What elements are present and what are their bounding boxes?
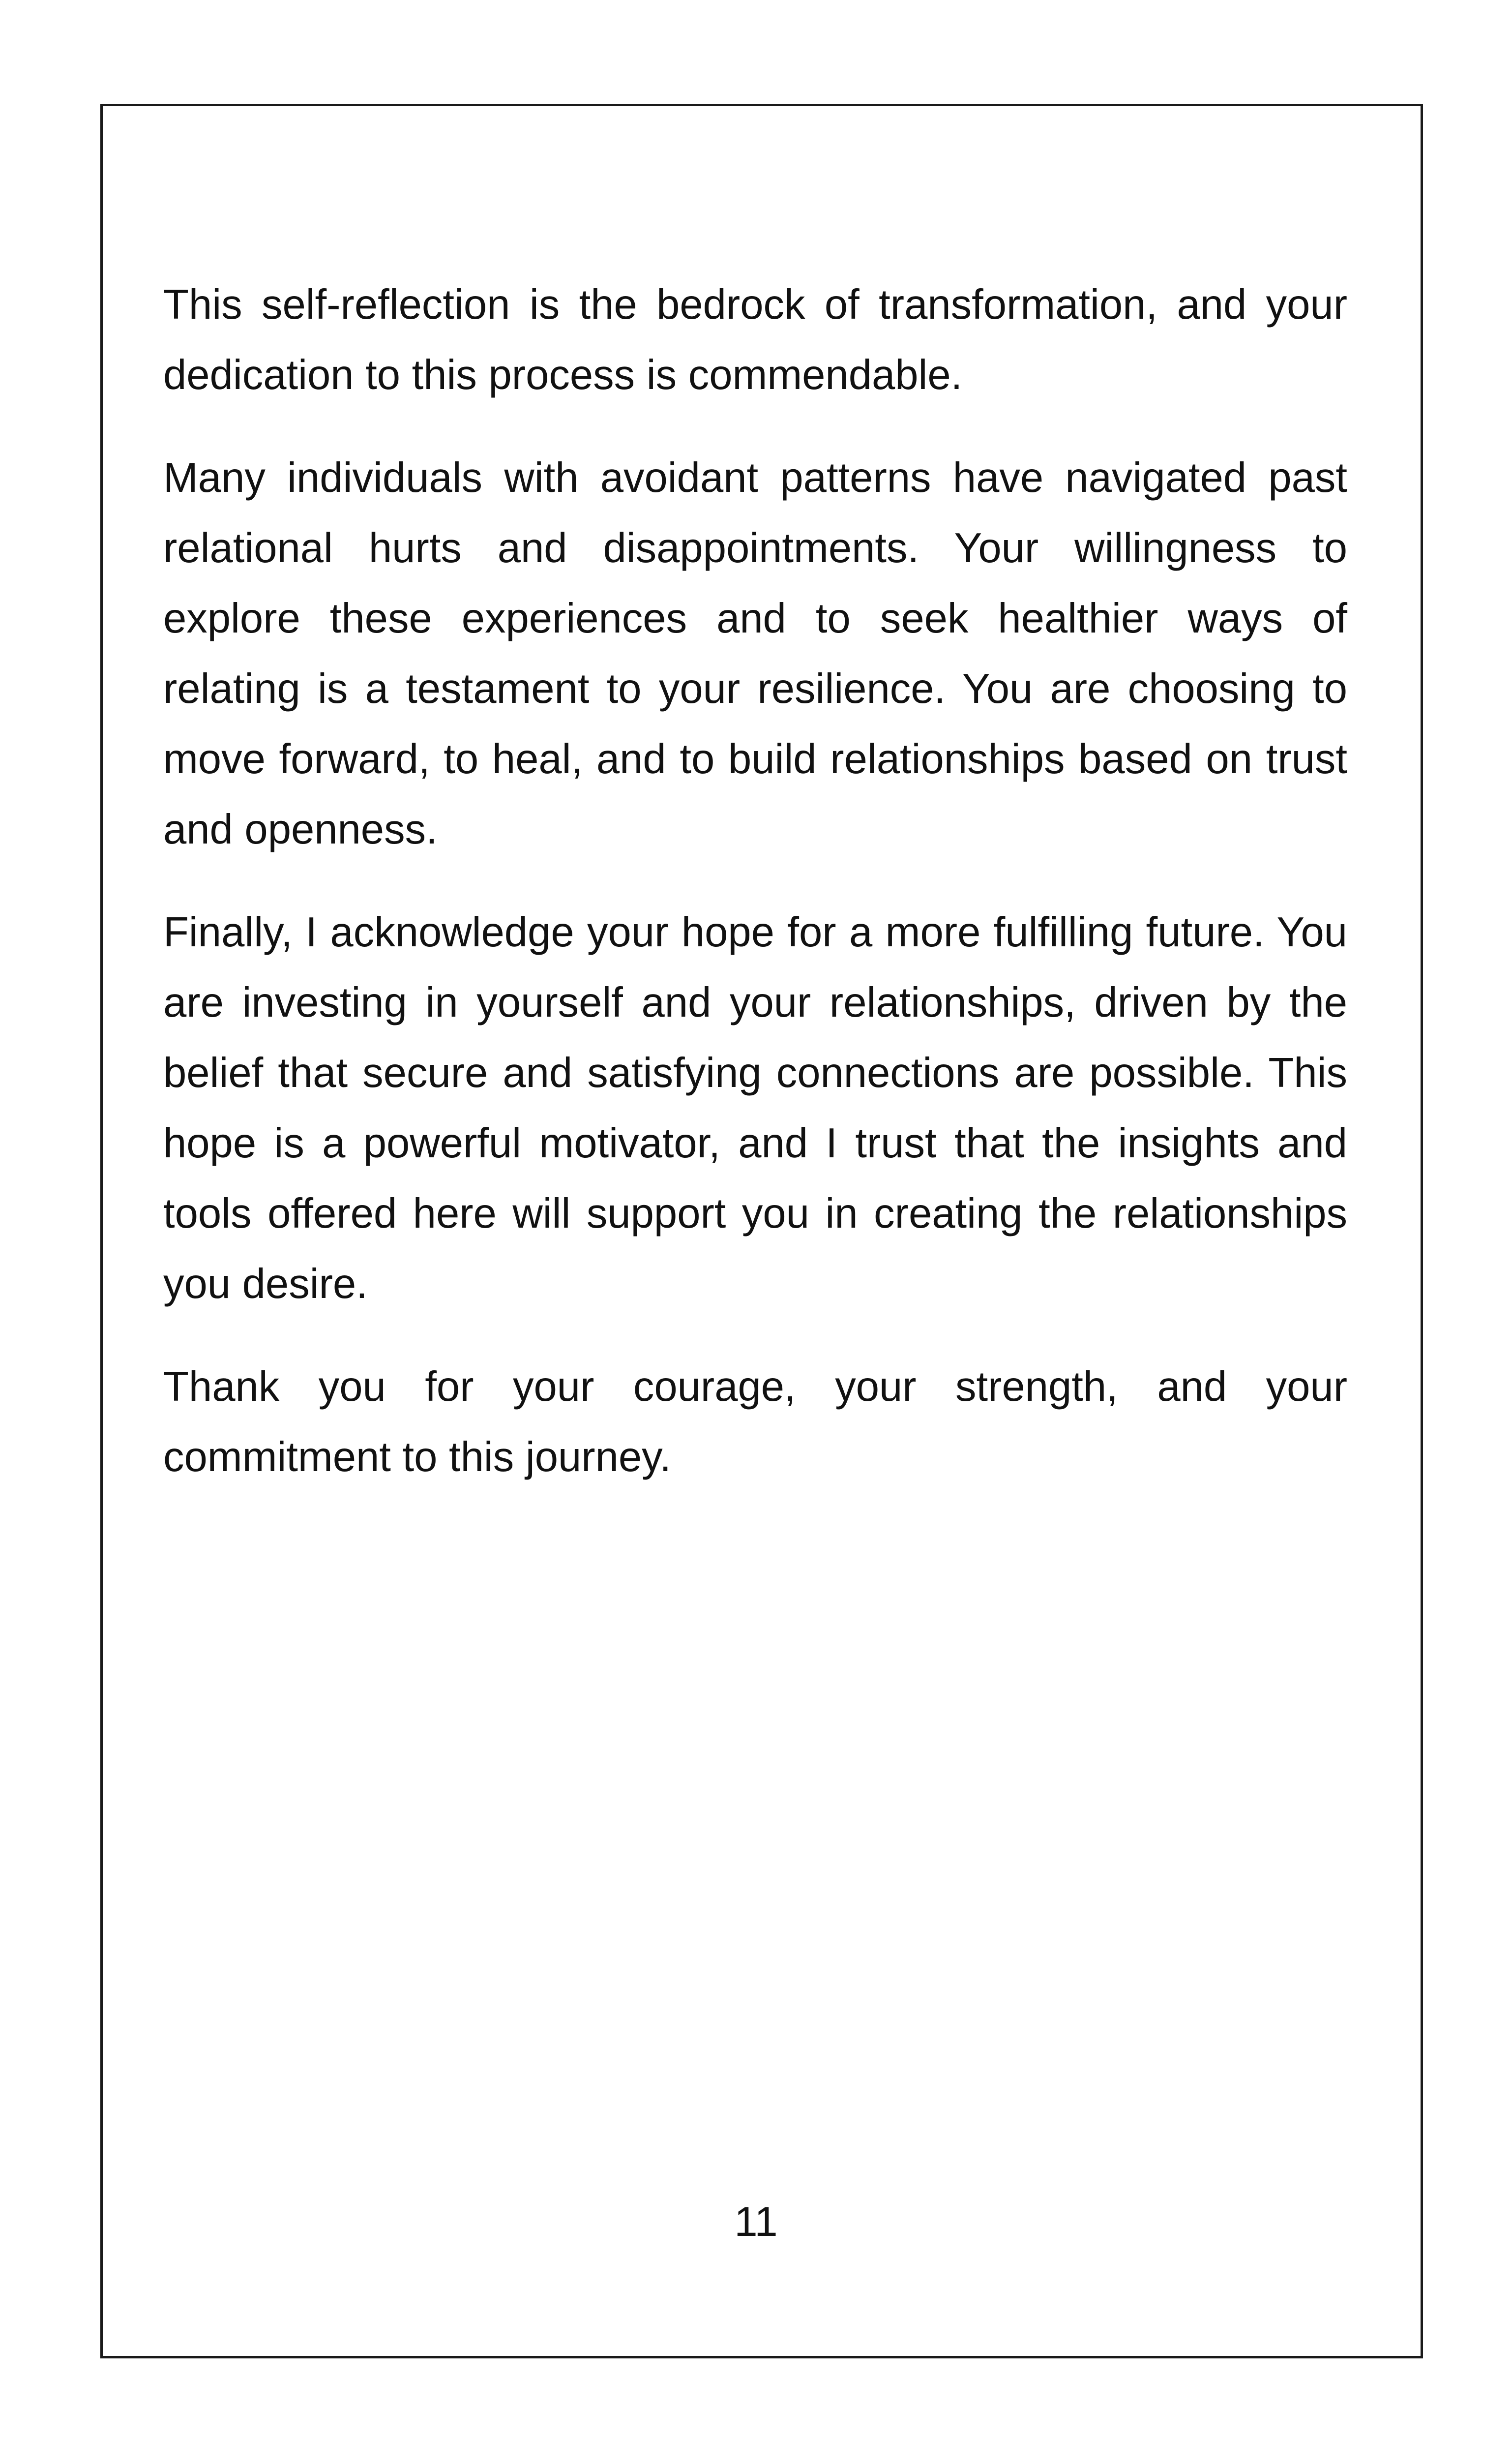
page-number: 11 [734,2199,778,2245]
paragraph-4: Thank you for your courage, your strength, and your commitment to this journey. [163,1363,1347,1480]
paragraph-1: This self-reflection is the bedrock of transformation, and your dedication to this process is commendable. [163,281,1347,398]
body-text [163,270,1347,1525]
paragraph-3: Finally, I acknowledge your hope for a more fulfilling future. You are investing in yourself and your relationships, driven by the belief that secure and satisfying connections are possible. This hope is a powerful motivator, and I trust that the insights and tools offered here will support you in creating the relationships you desire. [163,909,1347,1307]
paragraph-2: Many individuals with avoidant patterns have navigated past relational hurts and disappointments. Your willingness to explore these experiences and to seek healthier ways of relating is a testament to your resilience. You are choosing to move forward, to heal, and to build relationships based on trust and openness. [163,454,1347,853]
